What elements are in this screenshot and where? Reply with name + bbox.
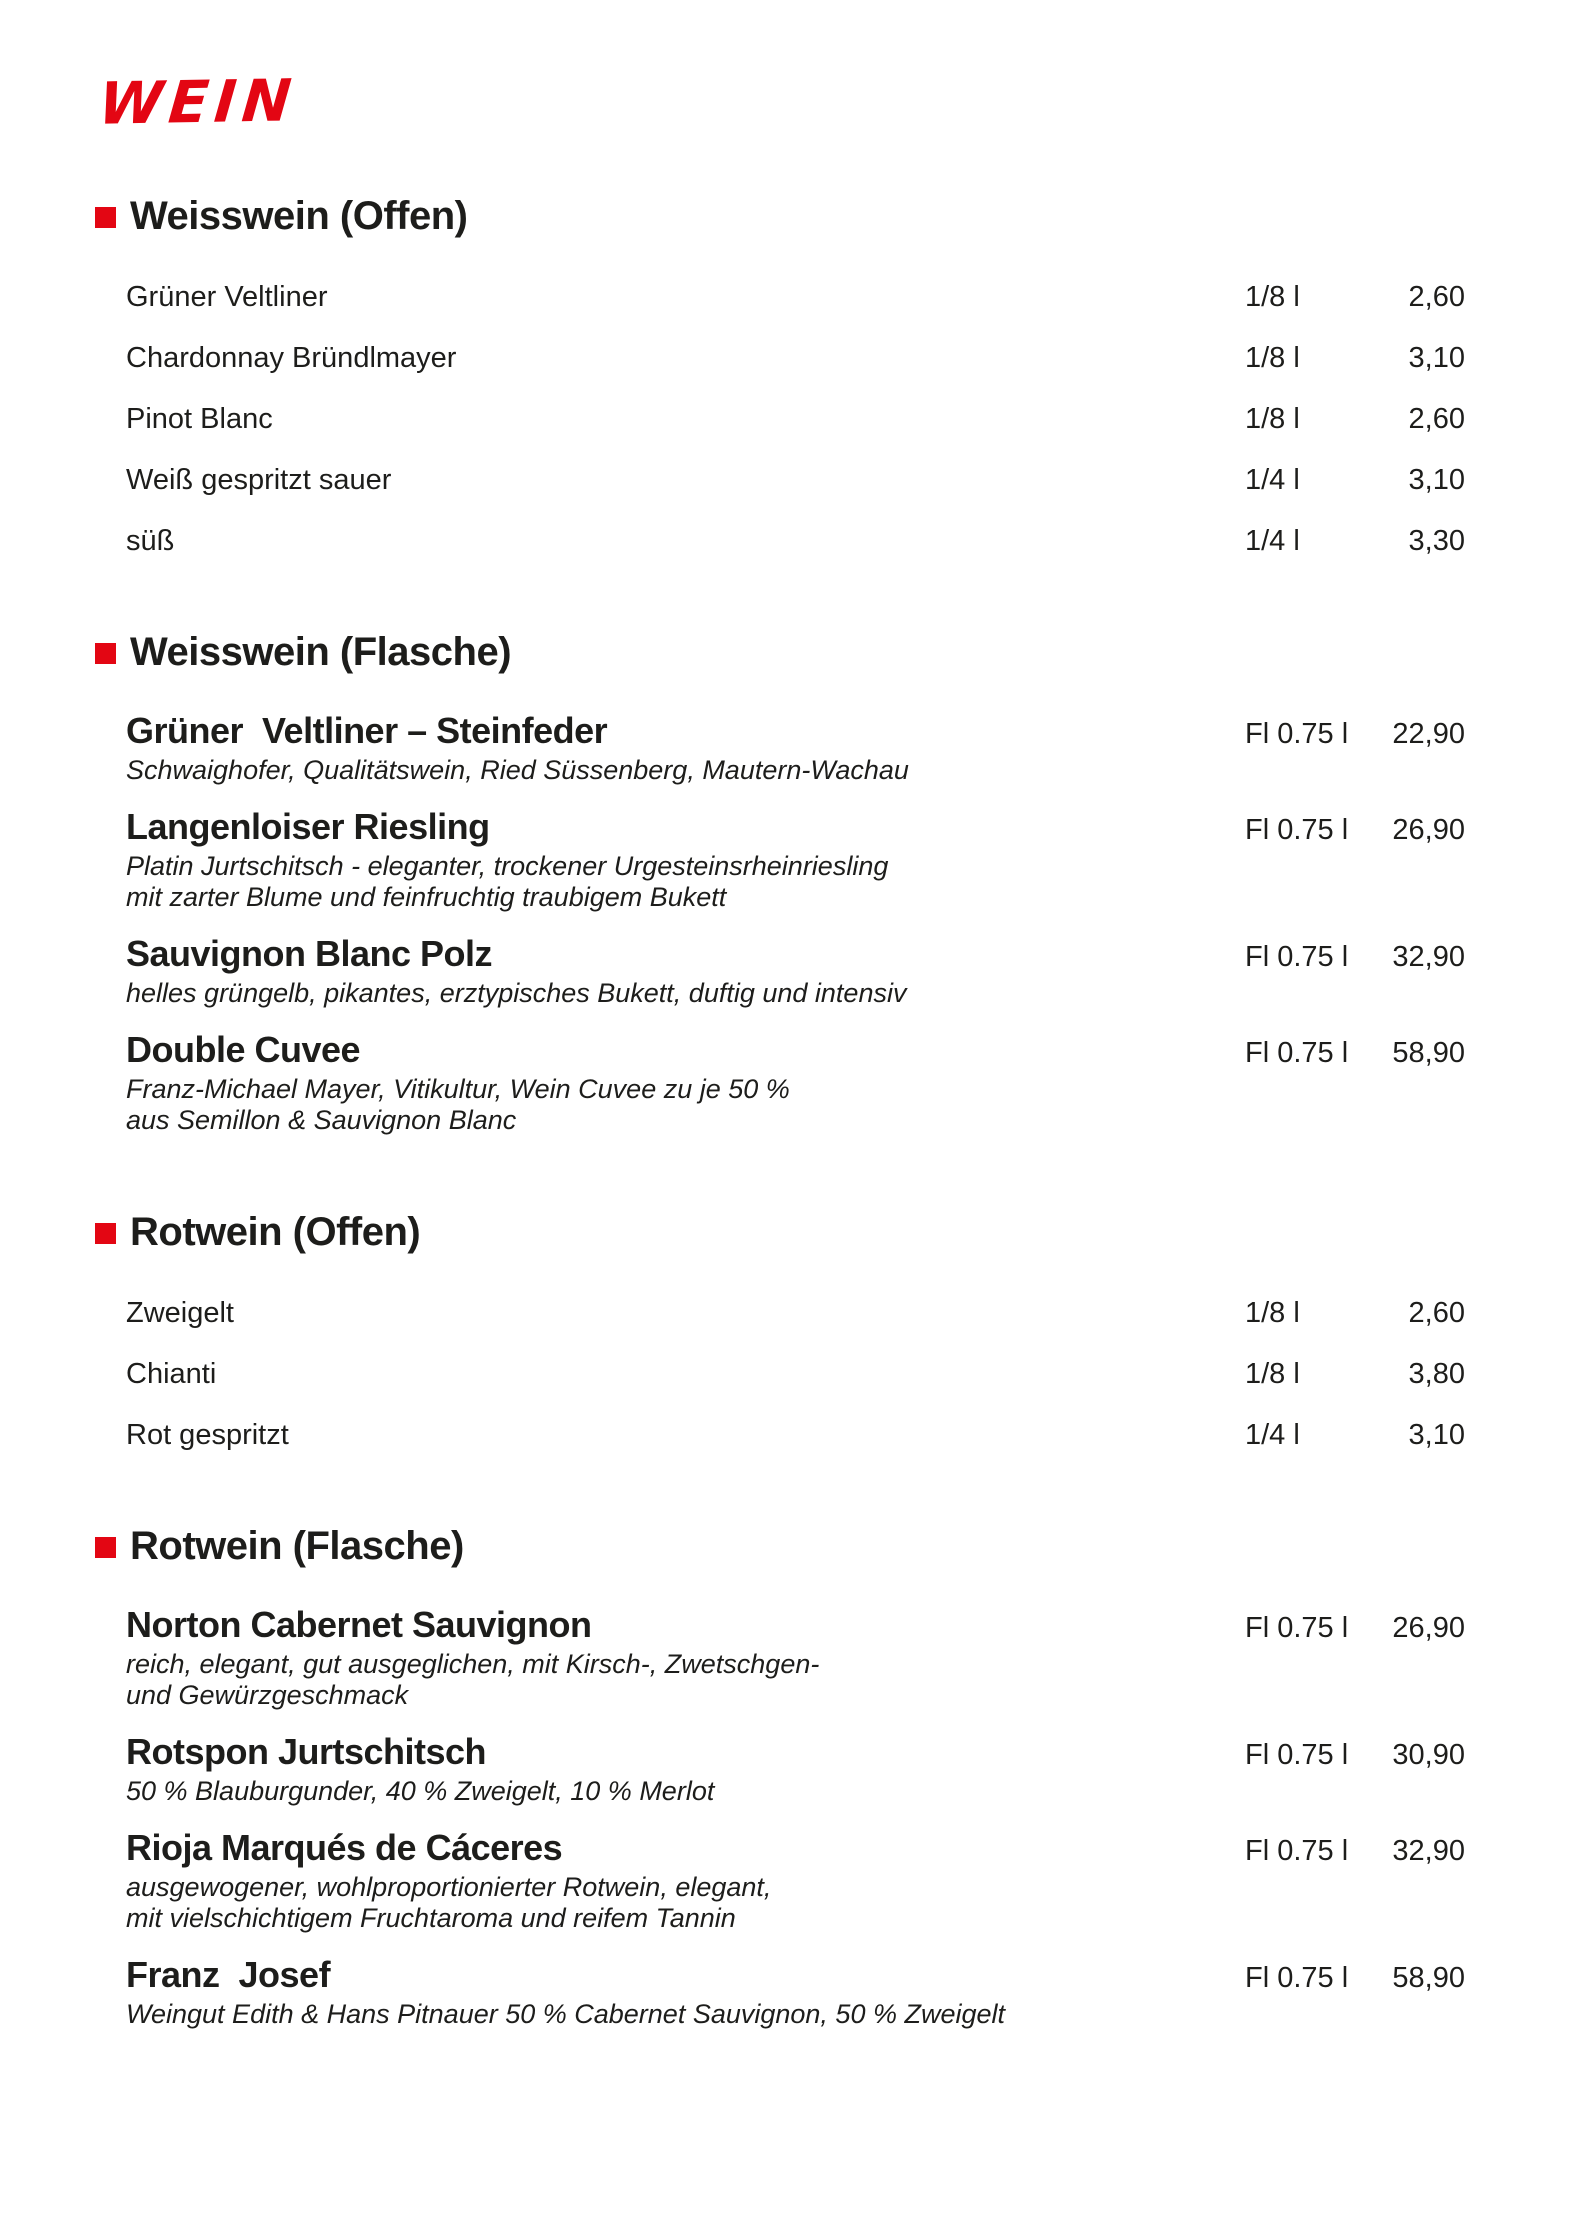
price: 2,60 [1408, 1297, 1465, 1329]
wine-row [126, 343, 1465, 373]
serving-size: 1/8 l [1245, 1358, 1300, 1390]
wine-item-head [126, 1606, 1465, 1645]
wine-item-head [126, 1733, 1465, 1772]
price: 2,60 [1408, 281, 1465, 313]
wine-list [126, 282, 1465, 556]
wine-item-head [126, 808, 1465, 847]
section-rotwein-offen [95, 1210, 1465, 1450]
wine-item-head [126, 1031, 1465, 1070]
serving-size: Fl 0.75 l [1245, 718, 1349, 750]
price: 26,90 [1392, 1612, 1465, 1644]
serving-size: Fl 0.75 l [1245, 1037, 1349, 1069]
wine-name: Rotspon Jurtschitsch [126, 1731, 487, 1772]
page-title: WEIN [95, 66, 300, 138]
wine-row [126, 1298, 1465, 1328]
price: 26,90 [1392, 814, 1465, 846]
serving-size: 1/4 l [1245, 525, 1300, 557]
wine-description: mit zarter Blume und feinfruchtig traubigem Bukett [126, 882, 727, 912]
wine-list [126, 1298, 1465, 1450]
serving-size: 1/8 l [1245, 342, 1300, 374]
wine-row [126, 526, 1465, 556]
wine-description: ausgewogener, wohlproportionierter Rotwein, elegant, [126, 1872, 772, 1902]
red-square-bullet-icon [95, 207, 116, 228]
serving-size: Fl 0.75 l [1245, 1835, 1349, 1867]
wine-name: Grüner Veltliner – Steinfeder [126, 710, 608, 751]
serving-size: Fl 0.75 l [1245, 1962, 1349, 1994]
price: 32,90 [1392, 1835, 1465, 1867]
wine-name: Rioja Marqués de Cáceres [126, 1827, 563, 1868]
wine-name: Rot gespritzt [126, 1419, 289, 1451]
price: 3,10 [1408, 464, 1465, 496]
red-square-bullet-icon [95, 1223, 116, 1244]
wine-item [126, 1956, 1465, 2030]
serving-size: Fl 0.75 l [1245, 1612, 1349, 1644]
wine-description: mit vielschichtigem Fruchtaroma und reifem Tannin [126, 1903, 736, 1933]
price: 58,90 [1392, 1962, 1465, 1994]
wine-item-head [126, 1956, 1465, 1995]
price: 30,90 [1392, 1739, 1465, 1771]
serving-size: Fl 0.75 l [1245, 1739, 1349, 1771]
wine-name: Chardonnay Bründlmayer [126, 342, 457, 374]
section-heading [95, 1524, 1465, 1568]
wine-name: Zweigelt [126, 1297, 234, 1329]
section-weisswein-flasche [95, 630, 1465, 1136]
price: 22,90 [1392, 718, 1465, 750]
wine-list [126, 712, 1465, 1136]
red-square-bullet-icon [95, 643, 116, 664]
wine-name: Franz Josef [126, 1954, 331, 1995]
wine-name: Chianti [126, 1358, 217, 1390]
section-heading [95, 630, 1465, 674]
wine-row [126, 465, 1465, 495]
section-heading-label: Weisswein (Flasche) [130, 630, 512, 674]
wine-description: Schwaighofer, Qualitätswein, Ried Süssenberg, Mautern-Wachau [126, 755, 909, 785]
serving-size: 1/4 l [1245, 464, 1300, 496]
wine-item [126, 808, 1465, 913]
price: 58,90 [1392, 1037, 1465, 1069]
price: 32,90 [1392, 941, 1465, 973]
wine-description: Platin Jurtschitsch - eleganter, trockener Urgesteinsrheinriesling [126, 851, 889, 881]
wine-item [126, 712, 1465, 786]
section-heading [95, 1210, 1465, 1254]
section-heading-label: Weisswein (Offen) [130, 194, 468, 238]
wine-list [126, 1606, 1465, 2030]
wine-row [126, 404, 1465, 434]
wine-name: Double Cuvee [126, 1029, 361, 1070]
wine-description: aus Semillon & Sauvignon Blanc [126, 1105, 517, 1135]
price: 3,10 [1408, 1419, 1465, 1451]
price: 3,80 [1408, 1358, 1465, 1390]
wine-item [126, 1733, 1465, 1807]
section-heading-label: Rotwein (Flasche) [130, 1524, 464, 1568]
wine-name: süß [126, 525, 175, 557]
price: 2,60 [1408, 403, 1465, 435]
wine-description: Weingut Edith & Hans Pitnauer 50 % Cabernet Sauvignon, 50 % Zweigelt [126, 1999, 1006, 2029]
wine-name: Sauvignon Blanc Polz [126, 933, 493, 974]
serving-size: 1/8 l [1245, 281, 1300, 313]
wine-name: Grüner Veltliner [126, 281, 328, 313]
price: 3,10 [1408, 342, 1465, 374]
price: 3,30 [1408, 525, 1465, 557]
section-weisswein-offen [95, 194, 1465, 556]
wine-item-head [126, 935, 1465, 974]
serving-size: Fl 0.75 l [1245, 814, 1349, 846]
wine-description: helles grüngelb, pikantes, erztypisches Bukett, duftig und intensiv [126, 978, 907, 1008]
wine-name: Langenloiser Riesling [126, 806, 490, 847]
wine-description: und Gewürzgeschmack [126, 1680, 409, 1710]
wine-item [126, 1606, 1465, 1711]
wine-row [126, 1359, 1465, 1389]
section-heading-label: Rotwein (Offen) [130, 1210, 421, 1254]
serving-size: 1/8 l [1245, 1297, 1300, 1329]
serving-size: 1/4 l [1245, 1419, 1300, 1451]
wine-item-head [126, 1829, 1465, 1868]
wine-name: Weiß gespritzt sauer [126, 464, 392, 496]
wine-item [126, 935, 1465, 1009]
serving-size: 1/8 l [1245, 403, 1300, 435]
wine-item-head [126, 712, 1465, 751]
serving-size: Fl 0.75 l [1245, 941, 1349, 973]
wine-row [126, 1420, 1465, 1450]
wine-description: reich, elegant, gut ausgeglichen, mit Kirsch-, Zwetschgen- [126, 1649, 820, 1679]
wine-name: Pinot Blanc [126, 403, 273, 435]
wine-row [126, 282, 1465, 312]
wine-description: 50 % Blauburgunder, 40 % Zweigelt, 10 % Merlot [126, 1776, 715, 1806]
wine-item [126, 1829, 1465, 1934]
section-rotwein-flasche [95, 1524, 1465, 2030]
wine-item [126, 1031, 1465, 1136]
wine-name: Norton Cabernet Sauvignon [126, 1604, 592, 1645]
red-square-bullet-icon [95, 1537, 116, 1558]
wine-description: Franz-Michael Mayer, Vitikultur, Wein Cuvee zu je 50 % [126, 1074, 790, 1104]
section-heading [95, 194, 1465, 238]
